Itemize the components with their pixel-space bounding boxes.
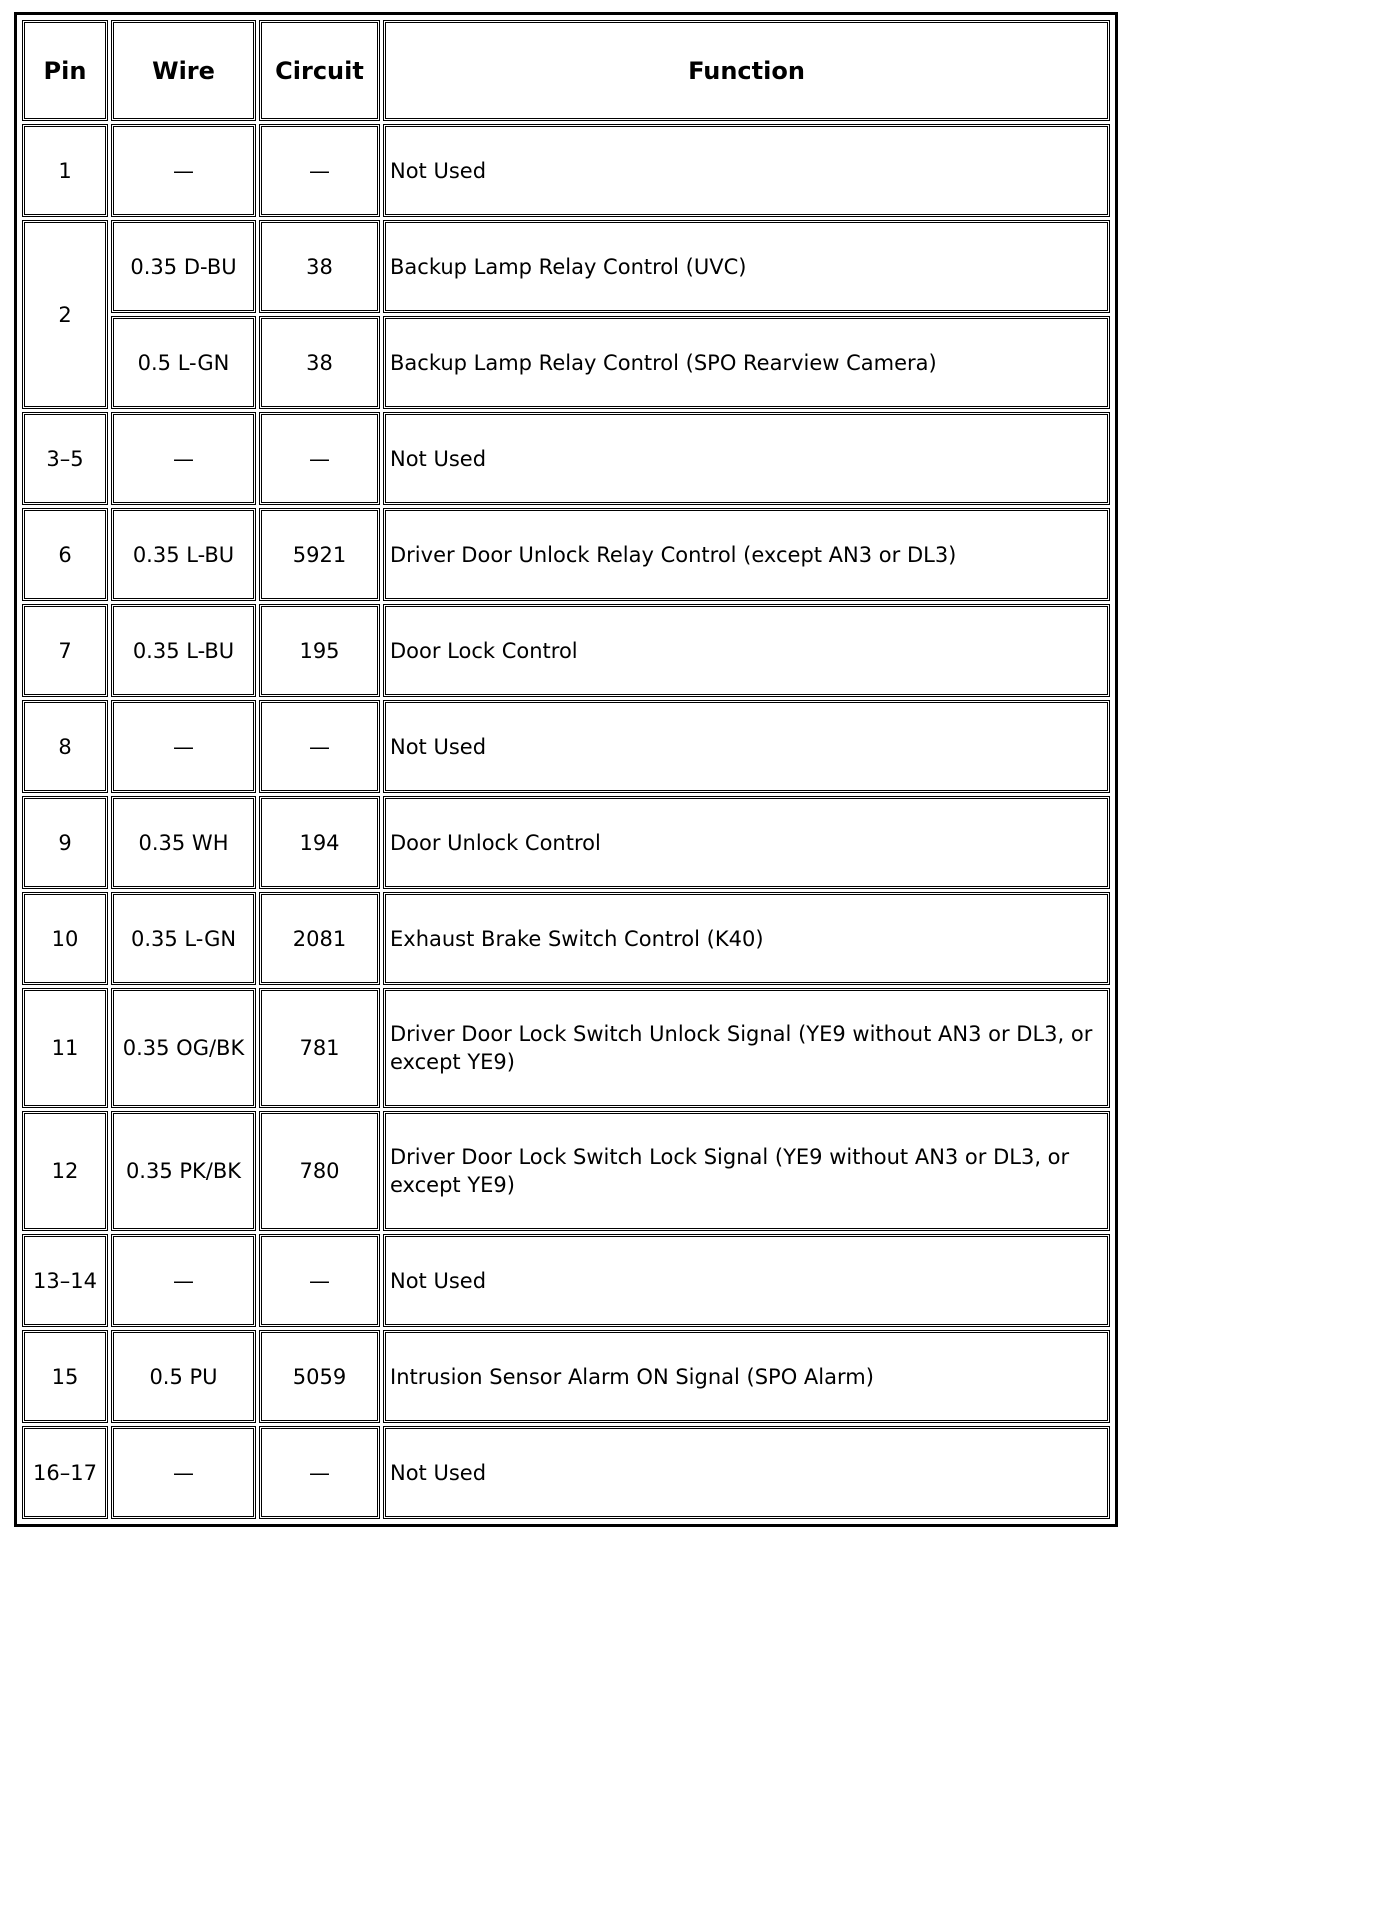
wire-cell: — xyxy=(111,1234,256,1327)
function-cell: Not Used xyxy=(383,700,1110,793)
header-row xyxy=(22,20,1110,121)
table-row xyxy=(22,1330,1110,1423)
table-row xyxy=(22,316,1110,409)
circuit-cell: 5921 xyxy=(259,508,380,601)
table-row xyxy=(22,892,1110,985)
table-row xyxy=(22,220,1110,313)
function-cell: Backup Lamp Relay Control (UVC) xyxy=(383,220,1110,313)
wire-cell: 0.35 L-BU xyxy=(111,604,256,697)
wire-cell: 0.35 PK/BK xyxy=(111,1111,256,1231)
table-row xyxy=(22,124,1110,217)
table-row xyxy=(22,412,1110,505)
function-cell: Door Unlock Control xyxy=(383,796,1110,889)
circuit-cell: 780 xyxy=(259,1111,380,1231)
table-row xyxy=(22,1426,1110,1519)
header-pin: Pin xyxy=(22,20,108,121)
wire-cell: 0.5 L-GN xyxy=(111,316,256,409)
wire-cell: 0.35 D-BU xyxy=(111,220,256,313)
function-cell: Backup Lamp Relay Control (SPO Rearview Camera) xyxy=(383,316,1110,409)
function-cell: Exhaust Brake Switch Control (K40) xyxy=(383,892,1110,985)
function-cell: Not Used xyxy=(383,124,1110,217)
table-row xyxy=(22,1111,1110,1231)
circuit-cell: 194 xyxy=(259,796,380,889)
circuit-cell: — xyxy=(259,1234,380,1327)
circuit-cell: 781 xyxy=(259,988,380,1108)
circuit-cell: — xyxy=(259,1426,380,1519)
pinout-table xyxy=(19,17,1113,1522)
wire-cell: 0.35 L-GN xyxy=(111,892,256,985)
table-row xyxy=(22,988,1110,1108)
table-row xyxy=(22,700,1110,793)
table-row xyxy=(22,796,1110,889)
wire-cell: 0.35 WH xyxy=(111,796,256,889)
table-row xyxy=(22,508,1110,601)
pin-cell: 12 xyxy=(22,1111,108,1231)
circuit-cell: — xyxy=(259,412,380,505)
header-wire: Wire xyxy=(111,20,256,121)
table-row xyxy=(22,1234,1110,1327)
function-cell: Not Used xyxy=(383,1426,1110,1519)
pin-cell: 13–14 xyxy=(22,1234,108,1327)
circuit-cell: — xyxy=(259,124,380,217)
table-row xyxy=(22,604,1110,697)
function-cell: Door Lock Control xyxy=(383,604,1110,697)
wire-cell: 0.35 OG/BK xyxy=(111,988,256,1108)
wire-cell: — xyxy=(111,700,256,793)
pin-cell: 10 xyxy=(22,892,108,985)
function-cell: Not Used xyxy=(383,1234,1110,1327)
function-cell: Intrusion Sensor Alarm ON Signal (SPO Alarm) xyxy=(383,1330,1110,1423)
pin-cell: 1 xyxy=(22,124,108,217)
pin-cell: 11 xyxy=(22,988,108,1108)
pin-cell: 6 xyxy=(22,508,108,601)
pin-cell: 16–17 xyxy=(22,1426,108,1519)
header-circuit: Circuit xyxy=(259,20,380,121)
wire-cell: — xyxy=(111,1426,256,1519)
circuit-cell: 5059 xyxy=(259,1330,380,1423)
header-function: Function xyxy=(383,20,1110,121)
wire-cell: 0.5 PU xyxy=(111,1330,256,1423)
wire-cell: — xyxy=(111,412,256,505)
pin-cell: 8 xyxy=(22,700,108,793)
pin-cell: 2 xyxy=(22,220,108,409)
circuit-cell: 2081 xyxy=(259,892,380,985)
pin-cell: 9 xyxy=(22,796,108,889)
function-cell: Driver Door Lock Switch Unlock Signal (YE9 without AN3 or DL3, or except YE9) xyxy=(383,988,1110,1108)
pinout-table-frame xyxy=(14,12,1118,1527)
circuit-cell: 38 xyxy=(259,316,380,409)
pin-cell: 3–5 xyxy=(22,412,108,505)
circuit-cell: 38 xyxy=(259,220,380,313)
wire-cell: 0.35 L-BU xyxy=(111,508,256,601)
function-cell: Not Used xyxy=(383,412,1110,505)
circuit-cell: 195 xyxy=(259,604,380,697)
pin-cell: 15 xyxy=(22,1330,108,1423)
function-cell: Driver Door Lock Switch Lock Signal (YE9 without AN3 or DL3, or except YE9) xyxy=(383,1111,1110,1231)
function-cell: Driver Door Unlock Relay Control (except AN3 or DL3) xyxy=(383,508,1110,601)
circuit-cell: — xyxy=(259,700,380,793)
pin-cell: 7 xyxy=(22,604,108,697)
wire-cell: — xyxy=(111,124,256,217)
